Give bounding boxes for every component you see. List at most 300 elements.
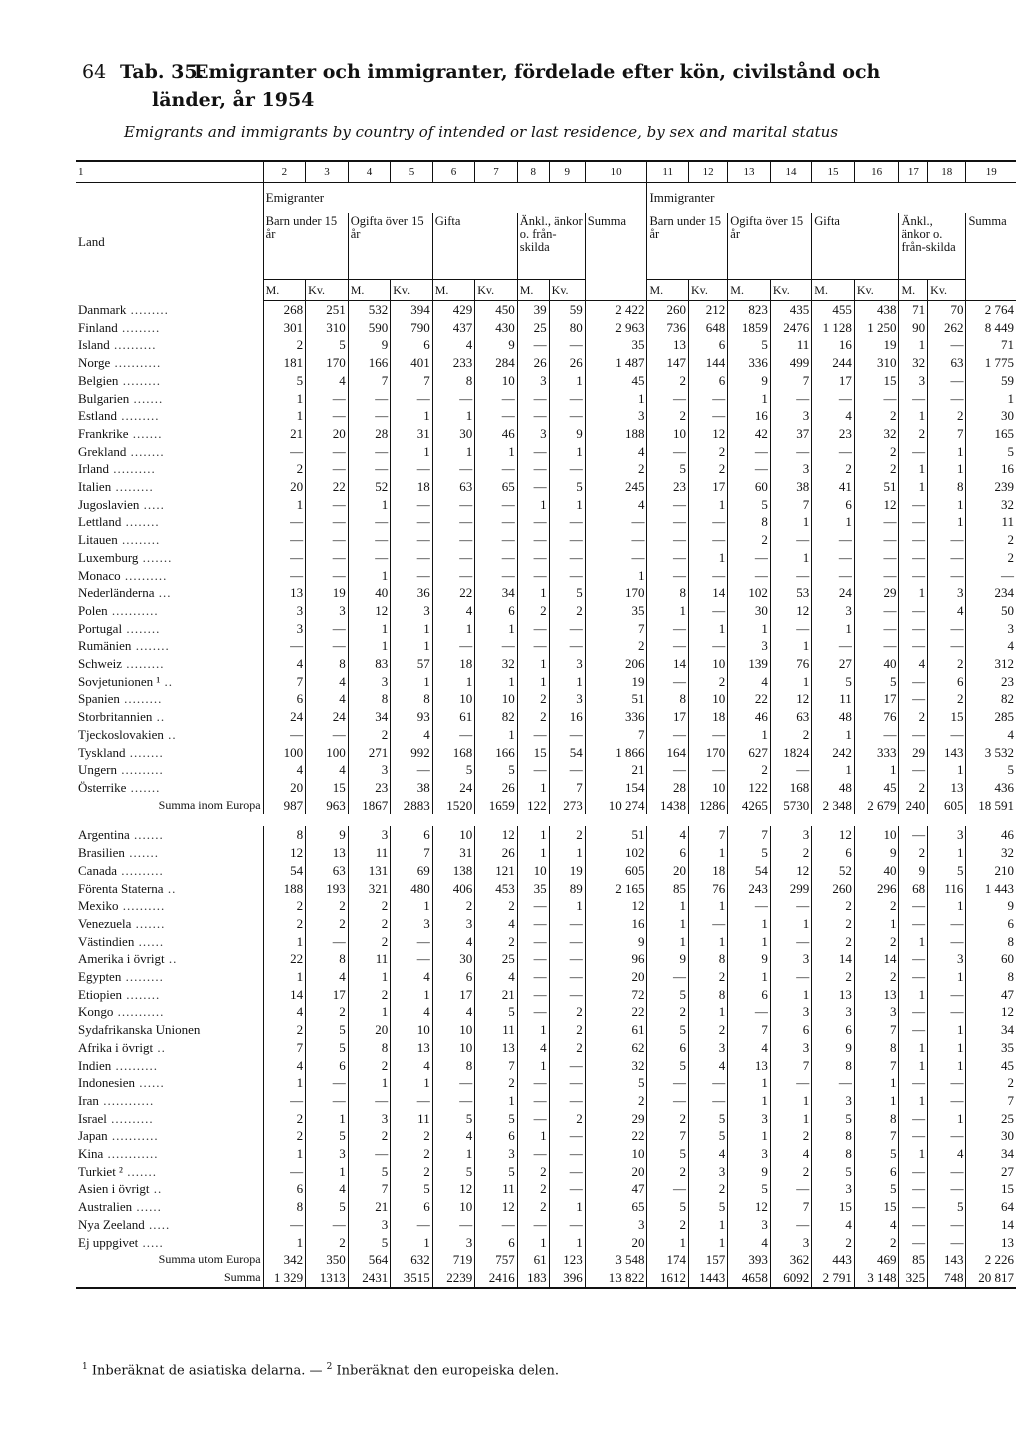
- male-header: M.: [432, 280, 475, 301]
- table-cell: 2: [966, 1074, 1016, 1092]
- table-cell: 2476: [770, 319, 811, 337]
- table-cell: 1: [770, 915, 811, 933]
- table-cell: 30: [966, 1127, 1016, 1145]
- table-cell: 80: [549, 319, 585, 337]
- column-number: 15: [812, 161, 855, 183]
- table-cell: —: [585, 549, 647, 567]
- table-cell: 2883: [391, 797, 432, 815]
- table-cell: 3: [770, 460, 811, 478]
- table-row: [76, 1234, 1016, 1252]
- table-cell: 15: [854, 372, 899, 390]
- table-cell: 32: [475, 655, 518, 673]
- table-cell: —: [899, 390, 928, 408]
- table-cell: 2: [770, 1163, 811, 1181]
- table-cell: —: [306, 1074, 349, 1092]
- table-cell: 11: [770, 336, 811, 354]
- table-cell: 1: [517, 779, 549, 797]
- table-cell: 8: [263, 1198, 306, 1216]
- table-cell: 31: [432, 844, 475, 862]
- table-cell: 632: [391, 1251, 432, 1269]
- table-cell: 1: [391, 673, 432, 691]
- table-cell: 85: [647, 880, 688, 898]
- table-cell: 54: [549, 744, 585, 762]
- country-name: Brasilien .......: [78, 845, 159, 861]
- table-cell: 10: [432, 1198, 475, 1216]
- table-cell: 1: [899, 336, 928, 354]
- table-cell: 2: [854, 897, 899, 915]
- table-cell: 1: [928, 1057, 966, 1075]
- table-cell: 8: [432, 1057, 475, 1075]
- table-row: [76, 336, 1016, 354]
- table-cell: 210: [966, 862, 1016, 880]
- table-cell: 6: [728, 986, 771, 1004]
- table-cell: 7: [688, 826, 727, 844]
- table-cell: 168: [432, 744, 475, 762]
- table-cell: 1: [263, 1074, 306, 1092]
- table-cell: —: [549, 933, 585, 951]
- table-cell: —: [688, 915, 727, 933]
- table-cell: 1: [688, 1216, 727, 1234]
- table-cell: 3: [585, 407, 647, 425]
- table-cell: —: [647, 968, 688, 986]
- table-row: [76, 425, 1016, 443]
- dot-leader: ..........: [109, 461, 156, 477]
- table-cell: 2: [688, 968, 727, 986]
- table-cell: 2: [647, 1110, 688, 1128]
- table-cell: 4: [928, 602, 966, 620]
- table-cell: 4: [432, 933, 475, 951]
- table-cell: 1 128: [812, 319, 855, 337]
- table-cell: —: [348, 407, 391, 425]
- table-cell: 61: [585, 1021, 647, 1039]
- table-cell: 15: [854, 1198, 899, 1216]
- table-cell: 6: [391, 1198, 432, 1216]
- table-cell: —: [475, 460, 518, 478]
- table-cell: —: [770, 390, 811, 408]
- table-cell: 102: [728, 584, 771, 602]
- dot-leader: .......: [128, 425, 163, 441]
- column-number-row: [76, 161, 1016, 183]
- table-cell: 1: [688, 1003, 727, 1021]
- table-cell: 2: [647, 1216, 688, 1234]
- table-cell: —: [348, 549, 391, 567]
- table-cell: 188: [263, 880, 306, 898]
- table-cell: 6: [812, 844, 855, 862]
- dot-leader: .......: [138, 549, 173, 565]
- table-cell: 4: [517, 1039, 549, 1057]
- table-cell: 1: [928, 1021, 966, 1039]
- table-cell: 16: [728, 407, 771, 425]
- dot-leader: ........: [125, 744, 164, 760]
- dot-leader: .......: [122, 1163, 157, 1179]
- table-cell: 239: [966, 478, 1016, 496]
- table-cell: 1: [517, 1127, 549, 1145]
- table-cell: 18: [688, 862, 727, 880]
- table-cell: 443: [812, 1251, 855, 1269]
- table-cell: 1: [899, 478, 928, 496]
- table-cell: 48: [812, 708, 855, 726]
- table-cell: 8: [928, 478, 966, 496]
- country-name: Nederländerna ...: [78, 585, 172, 601]
- table-cell: —: [391, 549, 432, 567]
- table-cell: 35: [966, 1039, 1016, 1057]
- table-cell: —: [647, 531, 688, 549]
- table-cell: —: [928, 1234, 966, 1252]
- table-row: [76, 602, 1016, 620]
- emi-barn-header: Barn under 15 år: [263, 213, 348, 280]
- table-cell: 4265: [728, 797, 771, 815]
- table-cell: 26: [475, 779, 518, 797]
- table-row: [76, 1198, 1016, 1216]
- table-cell: 2416: [475, 1269, 518, 1288]
- table-cell: 23: [348, 779, 391, 797]
- table-cell: —: [549, 968, 585, 986]
- table-cell: 242: [812, 744, 855, 762]
- table-cell: 6: [263, 690, 306, 708]
- table-cell: 32: [854, 425, 899, 443]
- dot-leader: ..........: [109, 337, 157, 353]
- table-cell: —: [475, 531, 518, 549]
- table-cell: —: [517, 460, 549, 478]
- table-cell: 2: [475, 1074, 518, 1092]
- dot-leader: ..: [164, 951, 178, 967]
- column-number: 5: [391, 161, 432, 183]
- dot-leader: .........: [118, 372, 161, 388]
- table-cell: 122: [517, 797, 549, 815]
- table-cell: 1: [728, 933, 771, 951]
- table-cell: 1520: [432, 797, 475, 815]
- table-cell: —: [263, 531, 306, 549]
- table-cell: —: [263, 726, 306, 744]
- table-cell: —: [306, 390, 349, 408]
- table-cell: 5: [348, 1234, 391, 1252]
- table-cell: —: [517, 897, 549, 915]
- table-cell: 10: [432, 1021, 475, 1039]
- table-cell: —: [770, 1216, 811, 1234]
- table-cell: 1: [728, 968, 771, 986]
- table-cell: 2: [549, 1039, 585, 1057]
- country-name: Jugoslavien .....: [78, 496, 165, 512]
- dot-leader: ........: [122, 620, 161, 636]
- table-cell: 251: [306, 301, 349, 319]
- female-header: Kv.: [770, 280, 811, 301]
- table-cell: 362: [770, 1251, 811, 1269]
- table-cell: 17: [812, 372, 855, 390]
- table-cell: —: [549, 986, 585, 1004]
- table-cell: —: [647, 637, 688, 655]
- dot-leader: ..........: [118, 898, 166, 914]
- table-cell: 8: [647, 584, 688, 602]
- table-cell: 336: [728, 354, 771, 372]
- table-row: [76, 761, 1016, 779]
- table-row: [76, 1092, 1016, 1110]
- table-cell: 26: [549, 354, 585, 372]
- table-cell: 7: [585, 726, 647, 744]
- table-cell: 1: [475, 726, 518, 744]
- table-cell: 9: [306, 826, 349, 844]
- table-cell: 28: [647, 779, 688, 797]
- column-number: 3: [306, 161, 349, 183]
- column-number: 8: [517, 161, 549, 183]
- emigranter-header: Emigranter: [263, 183, 647, 214]
- table-cell: —: [475, 567, 518, 585]
- table-cell: 4: [432, 1127, 475, 1145]
- country-name: Australien ......: [78, 1199, 162, 1215]
- table-cell: 2 764: [966, 301, 1016, 319]
- table-row: [76, 567, 1016, 585]
- country-name: Västindien ......: [78, 933, 165, 949]
- immigranter-header: Immigranter: [647, 183, 1016, 214]
- table-cell: —: [549, 513, 585, 531]
- table-cell: 1: [899, 407, 928, 425]
- table-cell: —: [432, 549, 475, 567]
- table-cell: 1: [432, 443, 475, 461]
- table-cell: 2: [812, 915, 855, 933]
- table-cell: —: [928, 1163, 966, 1181]
- table-cell: —: [391, 761, 432, 779]
- country-name: Summa inom Europa: [158, 797, 261, 812]
- table-row: [76, 1163, 1016, 1181]
- table-cell: 963: [306, 797, 349, 815]
- table-cell: 76: [688, 880, 727, 898]
- table-cell: —: [854, 620, 899, 638]
- table-heading: [82, 58, 1002, 114]
- table-cell: 3: [928, 950, 966, 968]
- dot-leader: ..........: [120, 567, 168, 583]
- table-cell: 284: [475, 354, 518, 372]
- table-cell: —: [475, 496, 518, 514]
- table-cell: 7: [549, 779, 585, 797]
- table-cell: 3: [432, 1234, 475, 1252]
- table-cell: 1 443: [966, 880, 1016, 898]
- table-row: [76, 301, 1016, 319]
- table-cell: 7: [263, 673, 306, 691]
- table-cell: 28: [348, 425, 391, 443]
- table-cell: —: [812, 531, 855, 549]
- country-name: Indien ..........: [78, 1057, 158, 1073]
- table-cell: —: [432, 1074, 475, 1092]
- table-cell: 10: [475, 690, 518, 708]
- table-cell: 23: [966, 673, 1016, 691]
- table-cell: 2: [549, 1110, 585, 1128]
- table-cell: 6: [688, 336, 727, 354]
- table-cell: 17: [854, 690, 899, 708]
- country-name: Danmark .........: [78, 301, 169, 317]
- table-cell: 1: [549, 897, 585, 915]
- table-cell: —: [517, 336, 549, 354]
- table-cell: 2: [899, 708, 928, 726]
- land-header: Land: [78, 233, 105, 249]
- imm-ankl-header: Änkl., änkor o. från-skilda: [899, 213, 966, 280]
- table-cell: 30: [432, 950, 475, 968]
- country-name: Polen ...........: [78, 602, 159, 618]
- table-cell: 2: [517, 1198, 549, 1216]
- table-cell: 2: [348, 897, 391, 915]
- table-cell: —: [391, 933, 432, 951]
- table-cell: 757: [475, 1251, 518, 1269]
- column-number: 7: [475, 161, 518, 183]
- table-cell: 2: [348, 986, 391, 1004]
- table-cell: —: [306, 726, 349, 744]
- table-cell: 3: [348, 673, 391, 691]
- table-cell: —: [899, 1163, 928, 1181]
- table-cell: 2 165: [585, 880, 647, 898]
- table-cell: 72: [585, 986, 647, 1004]
- table-cell: —: [263, 1163, 306, 1181]
- table-cell: 2: [928, 407, 966, 425]
- table-cell: —: [517, 390, 549, 408]
- table-cell: 170: [306, 354, 349, 372]
- dot-leader: ..........: [117, 762, 164, 778]
- table-cell: 3: [263, 602, 306, 620]
- table-cell: 29: [585, 1110, 647, 1128]
- table-cell: 438: [854, 301, 899, 319]
- table-cell: 1: [928, 496, 966, 514]
- table-cell: 1 487: [585, 354, 647, 372]
- table-row: [76, 478, 1016, 496]
- dot-leader: .........: [121, 969, 164, 985]
- footnote-1-text: Inberäknat de asiatiska delarna. —: [91, 1363, 327, 1379]
- table-cell: 396: [549, 1269, 585, 1288]
- table-cell: 5: [688, 1127, 727, 1145]
- country-name: Summa: [76, 1269, 263, 1288]
- country-name: Monaco ..........: [78, 567, 168, 583]
- table-cell: 2: [647, 1003, 688, 1021]
- table-cell: 46: [728, 708, 771, 726]
- table-cell: 5: [432, 1163, 475, 1181]
- table-cell: 1: [391, 637, 432, 655]
- table-cell: 2: [812, 933, 855, 951]
- female-header: Kv.: [475, 280, 518, 301]
- dot-leader: ..........: [106, 1110, 154, 1126]
- table-cell: —: [899, 637, 928, 655]
- table-cell: 5: [306, 1039, 349, 1057]
- table-cell: 2: [585, 637, 647, 655]
- table-cell: —: [263, 637, 306, 655]
- table-cell: 3: [966, 620, 1016, 638]
- dot-leader: ...........: [107, 1128, 159, 1144]
- country-name: Kongo ...........: [78, 1004, 165, 1020]
- table-cell: 1: [585, 390, 647, 408]
- table-cell: —: [647, 443, 688, 461]
- table-cell: —: [432, 531, 475, 549]
- table-cell: —: [306, 1092, 349, 1110]
- table-cell: 181: [263, 354, 306, 372]
- table-cell: 3 548: [585, 1251, 647, 1269]
- table-cell: 1: [475, 443, 518, 461]
- table-cell: 5: [812, 673, 855, 691]
- table-cell: 8: [812, 1127, 855, 1145]
- table-cell: —: [549, 1180, 585, 1198]
- table-cell: 1: [647, 897, 688, 915]
- table-cell: 6: [928, 673, 966, 691]
- dot-leader: .......: [126, 779, 161, 795]
- country-name: Venezuela .......: [78, 915, 166, 931]
- country-name: Frankrike .......: [78, 425, 163, 441]
- table-cell: 2: [966, 531, 1016, 549]
- table-cell: —: [899, 1110, 928, 1128]
- table-cell: 4: [432, 336, 475, 354]
- table-cell: 6: [854, 1163, 899, 1181]
- table-cell: 1: [263, 968, 306, 986]
- table-cell: 18: [391, 478, 432, 496]
- male-header: M.: [647, 280, 688, 301]
- table-row: [76, 744, 1016, 762]
- table-cell: —: [263, 513, 306, 531]
- table-cell: —: [306, 567, 349, 585]
- table-cell: 6: [391, 826, 432, 844]
- table-cell: 1: [728, 1074, 771, 1092]
- table-cell: —: [348, 443, 391, 461]
- table-cell: 24: [263, 708, 306, 726]
- summary-row: [76, 1269, 1016, 1288]
- table-cell: 3: [928, 826, 966, 844]
- column-number: 1: [76, 161, 263, 183]
- table-cell: —: [899, 690, 928, 708]
- table-cell: 17: [688, 478, 727, 496]
- table-cell: —: [647, 567, 688, 585]
- table-cell: —: [391, 531, 432, 549]
- table-cell: 38: [391, 779, 432, 797]
- table-row: [76, 1110, 1016, 1128]
- table-cell: 29: [854, 584, 899, 602]
- table-cell: 34: [475, 584, 518, 602]
- table-cell: 1: [688, 620, 727, 638]
- table-cell: 1: [585, 567, 647, 585]
- table-cell: 1: [854, 1074, 899, 1092]
- table-cell: —: [517, 1216, 549, 1234]
- table-cell: 244: [812, 354, 855, 372]
- table-cell: —: [770, 897, 811, 915]
- table-cell: 1: [854, 915, 899, 933]
- table-cell: 273: [549, 797, 585, 815]
- table-cell: 32: [966, 844, 1016, 862]
- table-cell: —: [647, 1180, 688, 1198]
- table-cell: 1: [348, 968, 391, 986]
- table-row: [76, 531, 1016, 549]
- table-cell: 14: [854, 950, 899, 968]
- table-cell: 9: [549, 425, 585, 443]
- table-cell: 4: [854, 1216, 899, 1234]
- table-cell: —: [928, 1092, 966, 1110]
- table-cell: 12: [770, 602, 811, 620]
- table-row: [76, 443, 1016, 461]
- table-cell: 1867: [348, 797, 391, 815]
- table-cell: 20: [348, 1021, 391, 1039]
- table-cell: —: [517, 443, 549, 461]
- table-cell: —: [728, 1003, 771, 1021]
- table-cell: 240: [899, 797, 928, 815]
- table-cell: 3: [770, 1234, 811, 1252]
- table-cell: 1: [899, 1057, 928, 1075]
- table-cell: 9: [966, 897, 1016, 915]
- table-cell: 4: [306, 372, 349, 390]
- table-cell: 3: [348, 826, 391, 844]
- table-cell: 1: [770, 513, 811, 531]
- table-cell: —: [647, 1092, 688, 1110]
- table-cell: 57: [391, 655, 432, 673]
- country-name: Japan ...........: [78, 1128, 159, 1144]
- table-cell: 1: [549, 372, 585, 390]
- table-cell: —: [549, 567, 585, 585]
- table-cell: —: [899, 513, 928, 531]
- table-cell: 2: [549, 1021, 585, 1039]
- table-cell: 34: [966, 1021, 1016, 1039]
- table-cell: 342: [263, 1251, 306, 1269]
- table-row: [76, 897, 1016, 915]
- table-cell: —: [475, 1216, 518, 1234]
- table-cell: 1: [348, 620, 391, 638]
